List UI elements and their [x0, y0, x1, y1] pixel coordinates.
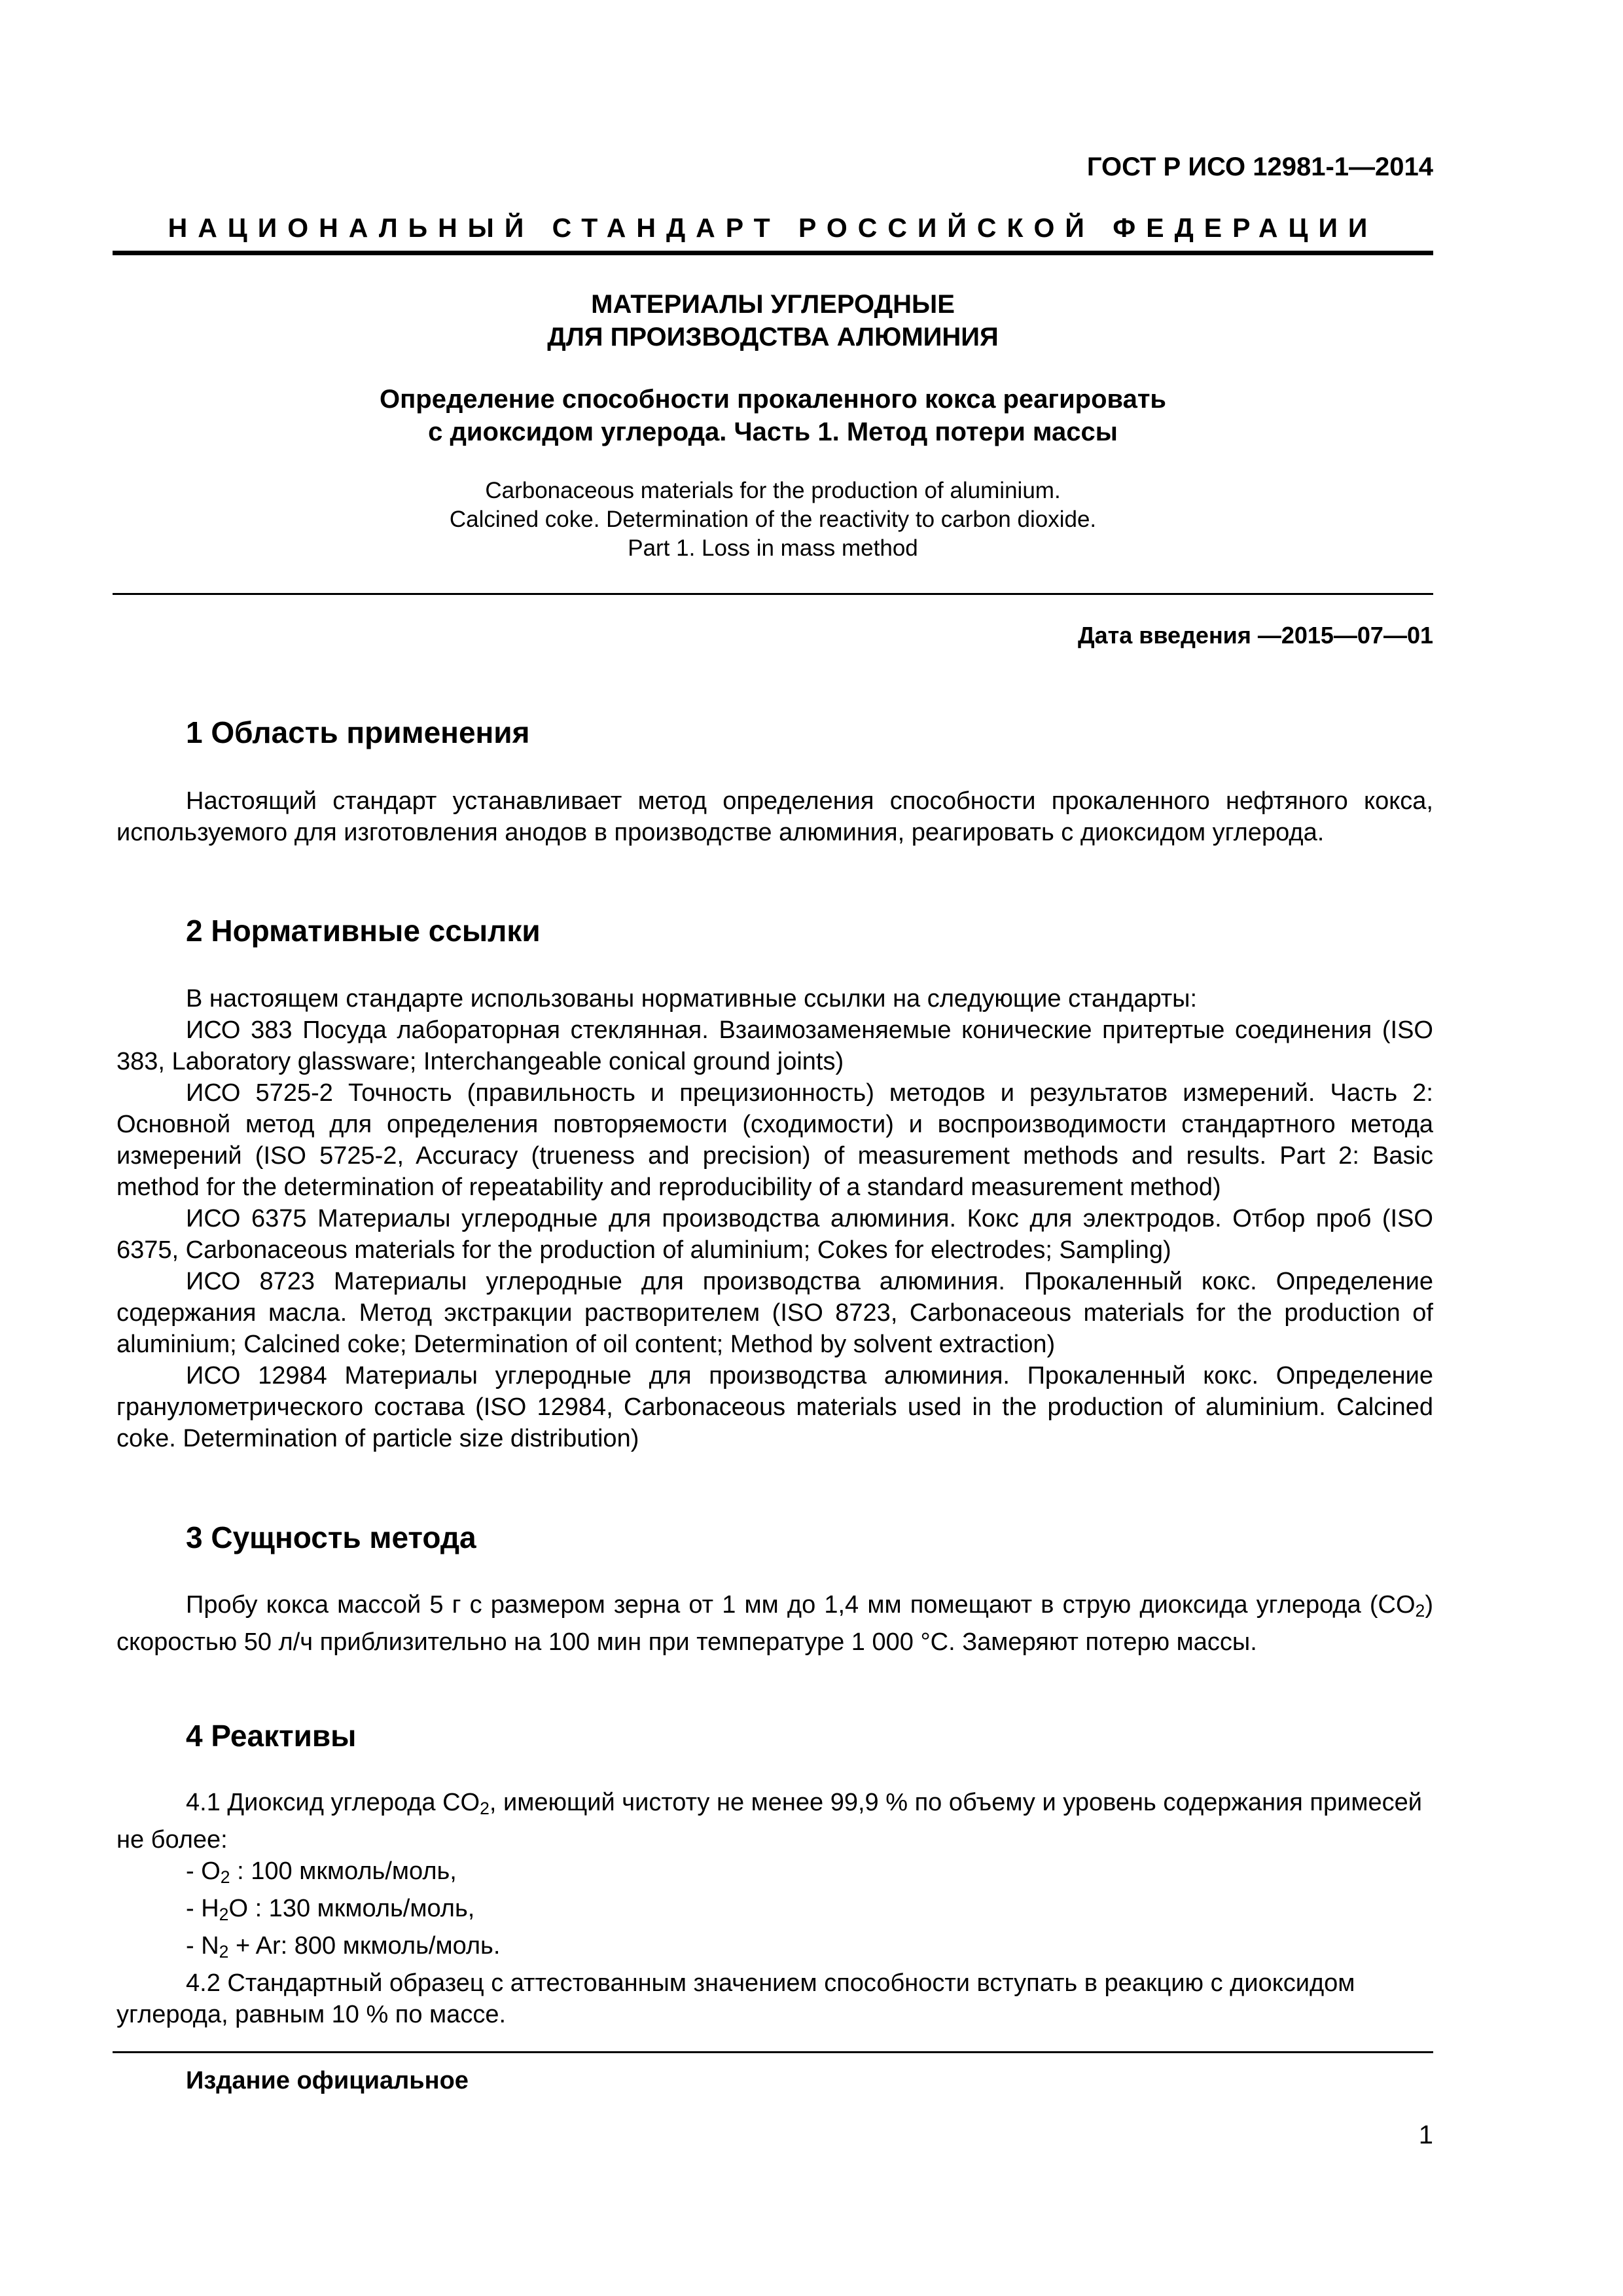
title-line: МАТЕРИАЛЫ УГЛЕРОДНЫЕ	[591, 290, 955, 319]
list-item: - $H_2O$ : 130 мкмоль/моль,	[186, 1895, 475, 1924]
reference-item: ИСО 6375 Материалы углеродные для производства алюминия. Кокс для электродов. Отбор проб (ISO 6375, Carbonaceous materials for the production of aluminium; Cokes for electrodes; Sampling)	[116, 1205, 1433, 1264]
introduction-date: Дата введения —2015—07—01	[1077, 622, 1433, 649]
section-1-heading: 1 Область применения	[186, 715, 530, 749]
standard-code: ГОСТ Р ИСО 12981-1—2014	[1086, 152, 1433, 181]
english-title-block	[113, 476, 1433, 563]
page-number: 1	[1418, 2121, 1433, 2149]
list-item: - $N_2 + Ar$: 800 мкмоль/моль.	[186, 1932, 501, 1962]
english-title-line: Calcined coke. Determination of the reactivity to carbon dioxide.	[449, 507, 1097, 532]
reference-item: ИСО 5725-2 Точность (правильность и прецизионность) методов и результатов измерений. Часть 2: Основной метод для определения повторяемости (сходимости) и воспроизводимости стандартного метода измерений (ISO 5725-2, Accuracy (trueness and precision) of measurement methods and results. Part 2: Basic method for the determination of repeatability and reproducibility of a standard measurement method)	[116, 1079, 1433, 1201]
english-title-line: Carbonaceous materials for the production of aluminium.	[485, 478, 1061, 503]
english-title-line: Part 1. Loss in mass method	[628, 535, 918, 561]
section-1-body	[116, 785, 1433, 848]
title-block	[113, 288, 1433, 353]
title-line: ДЛЯ ПРОИЗВОДСТВА АЛЮМИНИЯ	[547, 323, 999, 351]
reference-item: ИСО 8723 Материалы углеродные для производства алюминия. Прокаленный кокс. Определение содержания масла. Метод экстракции растворителем (ISO 8723, Carbonaceous materials for the production of aluminium; Calcined coke; Determination of oil content; Method by solvent extraction)	[116, 1268, 1433, 1358]
header-rule	[113, 251, 1433, 255]
paragraph: 4.2 Стандартный образец с аттестованным значением способности вступать в реакцию с диоксидом углерода, равным 10 % по массе.	[116, 1969, 1355, 2028]
section-4-body	[116, 1787, 1433, 2030]
paragraph: 4.1 Диоксид углерода $CO_2$, имеющий чистоту не менее 99,9 % по объему и уровень содержания примесей не более:	[116, 1789, 1422, 1854]
reference-item: ИСО 12984 Материалы углеродные для производства алюминия. Прокаленный кокс. Определение гранулометрического состава (ISO 12984, Carbonaceous materials used in the production of aluminium. Calcined coke. Determination of particle size distribution)	[116, 1362, 1433, 1452]
paragraph: Пробу кокса массой 5 г с размером зерна от 1 мм до 1,4 мм помещают в струю диоксида углерода $(CO_2)$ скоростью 50 л/ч приблизительно на 100 мин при температуре 1 000 °С. Замеряют потерю массы.	[116, 1591, 1433, 1656]
section-3-body	[116, 1589, 1433, 1658]
section-2-body	[116, 983, 1433, 1454]
title-rule	[113, 593, 1433, 595]
subtitle-line: с диоксидом углерода. Часть 1. Метод потери массы	[428, 418, 1118, 446]
list-item: - $O_2$ : 100 мкмоль/моль,	[186, 1857, 457, 1887]
section-3-heading: 3 Сущность метода	[186, 1520, 476, 1554]
paragraph: В настоящем стандарте использованы нормативные ссылки на следующие стандарты:	[186, 985, 1198, 1013]
footer-rule	[113, 2051, 1433, 2053]
reference-item: ИСО 383 Посуда лабораторная стеклянная. Взаимозаменяемые конические притертые соединения (ISO 383, Laboratory glassware; Interchangeable conical ground joints)	[116, 1016, 1433, 1075]
section-4-heading: 4 Реактивы	[186, 1719, 357, 1753]
national-standard-banner: НАЦИОНАЛЬНЫЙ СТАНДАРТ РОССИЙСКОЙ ФЕДЕРАЦИИ	[168, 213, 1378, 243]
paragraph: Настоящий стандарт устанавливает метод определения способности прокаленного нефтяного кокса, используемого для изготовления анодов в производстве алюминия, реагировать с диоксидом углерода.	[116, 787, 1433, 846]
section-2-heading: 2 Нормативные ссылки	[186, 914, 541, 948]
official-edition-label: Издание официальное	[186, 2067, 469, 2094]
subtitle-block	[113, 383, 1433, 448]
subtitle-line: Определение способности прокаленного кокса реагировать	[379, 385, 1167, 414]
